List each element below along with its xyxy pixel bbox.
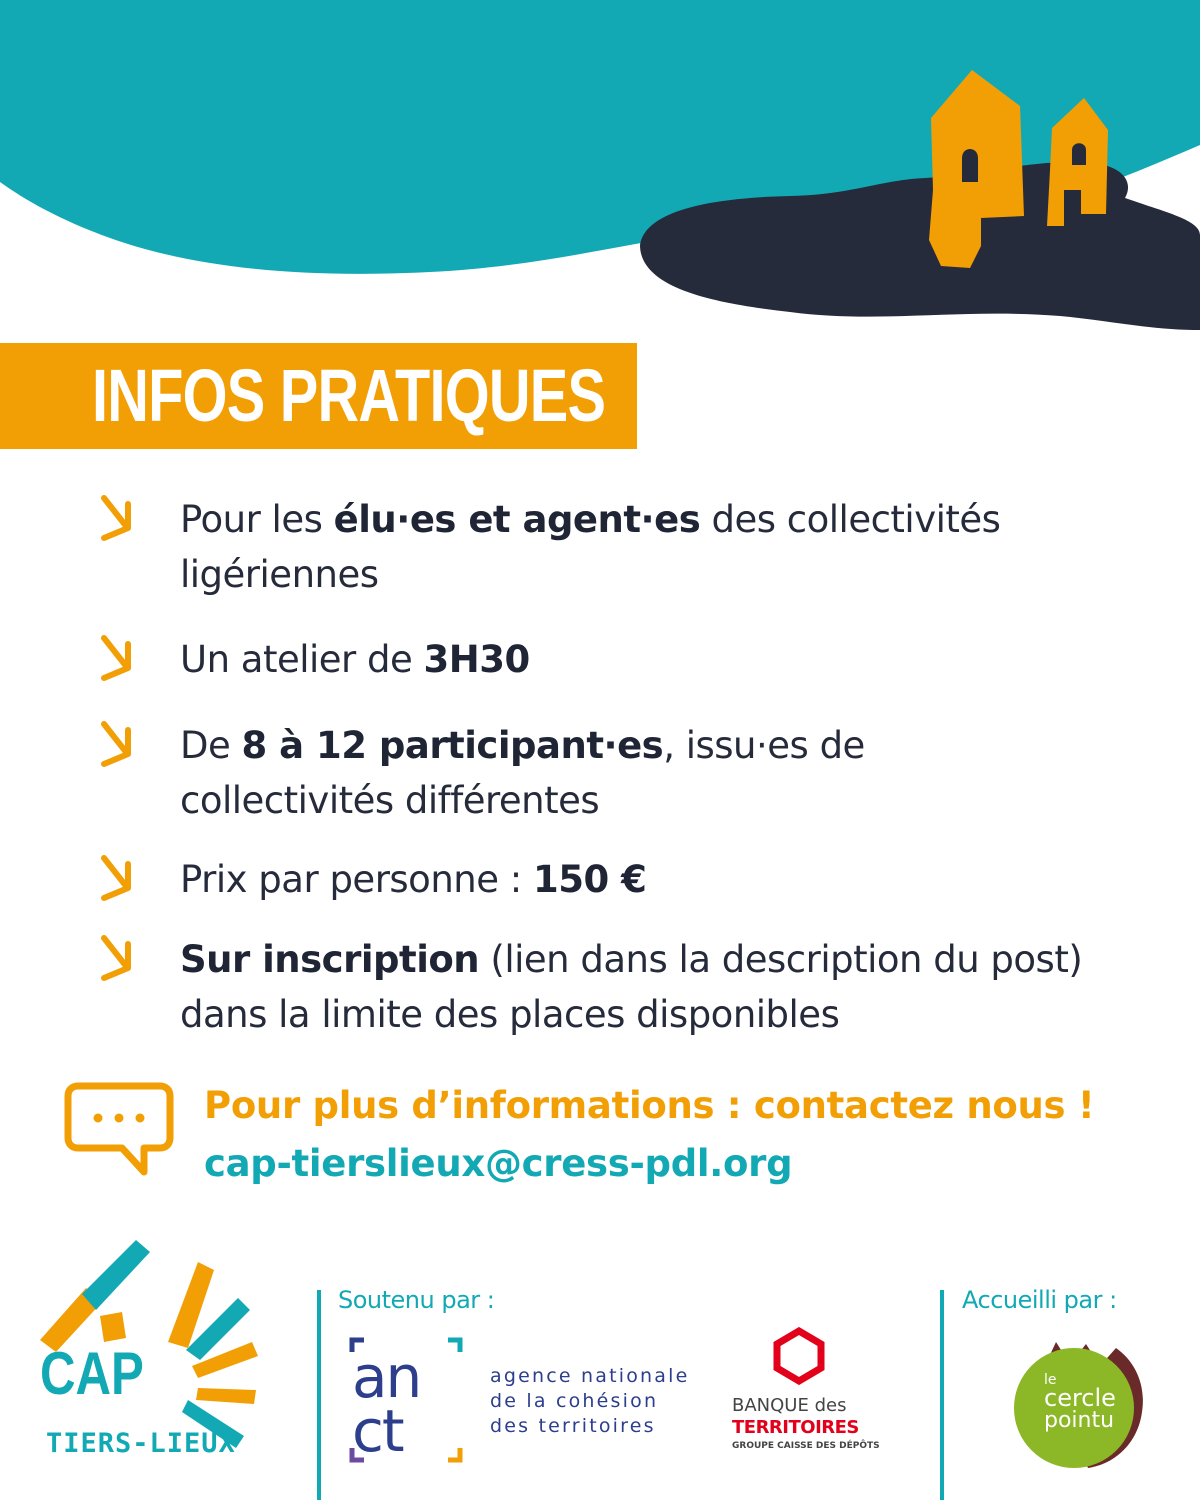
anct-desc-line3: des territoires: [490, 1415, 656, 1437]
anct-logo-line2: ct: [352, 1397, 403, 1465]
info-line: [180, 718, 1140, 773]
info-text: collectivités différentes: [180, 779, 600, 822]
info-text-bold: 8 à 12 participant·es: [241, 724, 664, 767]
info-line: [180, 987, 1140, 1042]
arrow-down-right-icon: [98, 492, 138, 542]
contact-email-link[interactable]: cap-tierslieux@cress-pdl.org: [204, 1142, 793, 1185]
info-text: Pour les: [180, 498, 334, 541]
info-list-item: [180, 632, 1140, 687]
section-title: INFOS PRATIQUES: [92, 354, 606, 437]
info-text: des collectivités: [700, 498, 1001, 541]
speech-bubble-icon: [64, 1082, 174, 1178]
info-line: [180, 632, 1140, 687]
info-line: [180, 547, 1140, 602]
info-text: , issu·es de: [663, 724, 865, 767]
cercle-line1: le: [1044, 1372, 1057, 1388]
anct-desc-line2: de la cohésion: [490, 1390, 659, 1412]
hexagon-icon: [770, 1327, 828, 1385]
supported-by-label: Soutenu par :: [338, 1286, 495, 1314]
info-list-item: [180, 852, 1140, 907]
info-text: Prix par personne :: [180, 858, 533, 901]
info-line: [180, 773, 1140, 828]
info-text: (lien dans la description du post): [479, 938, 1083, 981]
arrow-down-right-icon: [98, 632, 138, 682]
info-line: [180, 932, 1140, 987]
info-text: De: [180, 724, 242, 767]
contact-headline: Pour plus d’informations : contactez nous !: [204, 1084, 1095, 1127]
anct-logo-line1: an: [352, 1343, 421, 1411]
info-text-bold: Sur inscription: [180, 938, 480, 981]
info-text: ligériennes: [180, 553, 379, 596]
info-text-bold: 3H30: [423, 638, 530, 681]
footer-divider: [317, 1290, 321, 1500]
arrow-down-right-icon: [98, 932, 138, 982]
info-list-item: [180, 718, 1140, 828]
banque-line3: GROUPE CAISSE DES DÉPÔTS: [732, 1441, 880, 1451]
footer-divider: [940, 1290, 944, 1500]
tiers-lieux-logo-text: TIERS-LIEUX: [46, 1428, 236, 1459]
info-text-bold: 150 €: [532, 858, 647, 901]
info-list-item: [180, 932, 1140, 1042]
arrow-down-right-icon: [98, 852, 138, 902]
banque-line1: BANQUE des: [732, 1395, 847, 1416]
info-text: Un atelier de: [180, 638, 424, 681]
info-line: [180, 852, 1140, 907]
info-text: dans la limite des places disponibles: [180, 993, 840, 1036]
anct-desc-line1: agence nationale: [490, 1365, 690, 1387]
banque-line2: TERRITOIRES: [732, 1417, 859, 1438]
info-line: [180, 492, 1140, 547]
info-list-item: [180, 492, 1140, 602]
arrow-down-right-icon: [98, 718, 138, 768]
info-text-bold: élu·es et agent·es: [333, 498, 701, 541]
hosted-by-label: Accueilli par :: [962, 1286, 1117, 1314]
cap-logo-text: CAP: [40, 1340, 144, 1407]
cercle-line2: cercle: [1044, 1384, 1116, 1412]
cercle-line3: pointu: [1044, 1408, 1115, 1433]
banque-des-territoires-logo: [724, 1325, 880, 1463]
